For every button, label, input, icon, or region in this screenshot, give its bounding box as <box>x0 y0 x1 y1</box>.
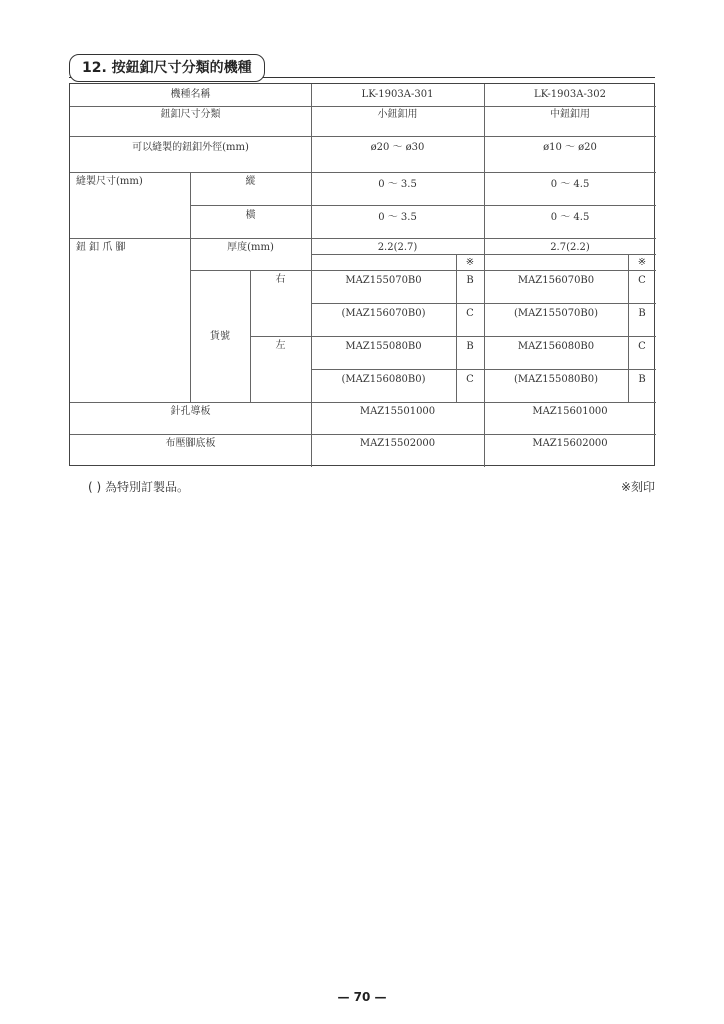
row-rule <box>70 238 656 239</box>
thickness-301: 2.2(2.7) <box>377 242 418 253</box>
r1-301-mark: B <box>466 275 474 286</box>
l1-302-mark: C <box>638 341 646 352</box>
r2-301-mark: C <box>466 308 474 319</box>
r2-302: (MAZ155070B0) <box>513 308 599 319</box>
r1-301: MAZ155070B0 <box>345 275 422 286</box>
clamp-label: 鈕 釦 爪 腳 <box>76 242 126 253</box>
needle-plate-label: 針孔導板 <box>170 406 211 417</box>
sewing-size-label: 縫製尺寸(mm) <box>76 176 143 187</box>
row-rule <box>70 402 656 403</box>
mark-header-302: ※ <box>637 257 647 268</box>
l1-302: MAZ156080B0 <box>517 341 595 352</box>
l1-301-mark: B <box>466 341 474 352</box>
col-rule <box>190 172 191 402</box>
engraved-note: ※刻印 <box>620 480 655 494</box>
vertical-301: 0 ～ 3.5 <box>378 179 417 190</box>
special-order-note: ( ) 為特別訂製品。 <box>88 480 189 494</box>
row-rule <box>190 205 656 206</box>
size-class-301: 小鈕釦用 <box>377 109 418 120</box>
r1-302: MAZ156070B0 <box>517 275 595 286</box>
model-302: LK-1903A-302 <box>534 89 606 100</box>
needle-plate-302: MAZ15601000 <box>532 406 608 417</box>
l1-301: MAZ155080B0 <box>345 341 422 352</box>
model-301: LK-1903A-301 <box>361 89 434 100</box>
diameter-302: ø10 ～ ø20 <box>543 142 597 153</box>
model-label: 機種名稱 <box>170 89 211 100</box>
thickness-label: 厚度(mm) <box>227 242 274 253</box>
row-rule <box>70 136 656 137</box>
horizontal-302: 0 ～ 4.5 <box>550 212 590 223</box>
diameter-label: 可以縫製的鈕釦外徑(mm) <box>132 142 249 153</box>
diameter-301: ø20 ～ ø30 <box>370 142 425 153</box>
row-rule <box>70 106 656 107</box>
needle-plate-301: MAZ15501000 <box>359 406 436 417</box>
size-class-302: 中鈕釦用 <box>550 109 590 120</box>
col-rule <box>250 270 251 402</box>
row-rule <box>70 434 656 435</box>
horizontal-301: 0 ～ 3.5 <box>378 212 417 223</box>
vertical-302: 0 ～ 4.5 <box>550 179 590 190</box>
r2-302-mark: B <box>638 308 646 319</box>
vertical-label: 縱 <box>245 176 256 187</box>
right-label: 右 <box>275 274 286 285</box>
l2-301-mark: C <box>466 374 474 385</box>
part-no-label: 貨號 <box>210 331 230 342</box>
row-rule <box>190 270 656 271</box>
l2-301: (MAZ156080B0) <box>341 374 426 385</box>
r2-301: (MAZ156070B0) <box>341 308 426 319</box>
row-rule <box>70 172 656 173</box>
feed-plate-302: MAZ15602000 <box>532 438 608 449</box>
thickness-302: 2.7(2.2) <box>550 242 590 253</box>
r1-302-mark: C <box>638 275 646 286</box>
l2-302: (MAZ155080B0) <box>513 374 599 385</box>
mark-header-301: ※ <box>465 257 475 268</box>
l2-302-mark: B <box>638 374 646 385</box>
feed-plate-label: 布壓腳底板 <box>165 438 216 449</box>
size-class-label: 鈕釦尺寸分類 <box>160 109 221 120</box>
horizontal-label: 橫 <box>245 210 256 221</box>
page-number: — 70 — <box>337 990 387 1004</box>
left-label: 左 <box>275 340 286 351</box>
section-title: 12. 按鈕釦尺寸分類的機種 <box>69 54 265 82</box>
feed-plate-301: MAZ15502000 <box>359 438 436 449</box>
spec-table <box>69 83 655 466</box>
